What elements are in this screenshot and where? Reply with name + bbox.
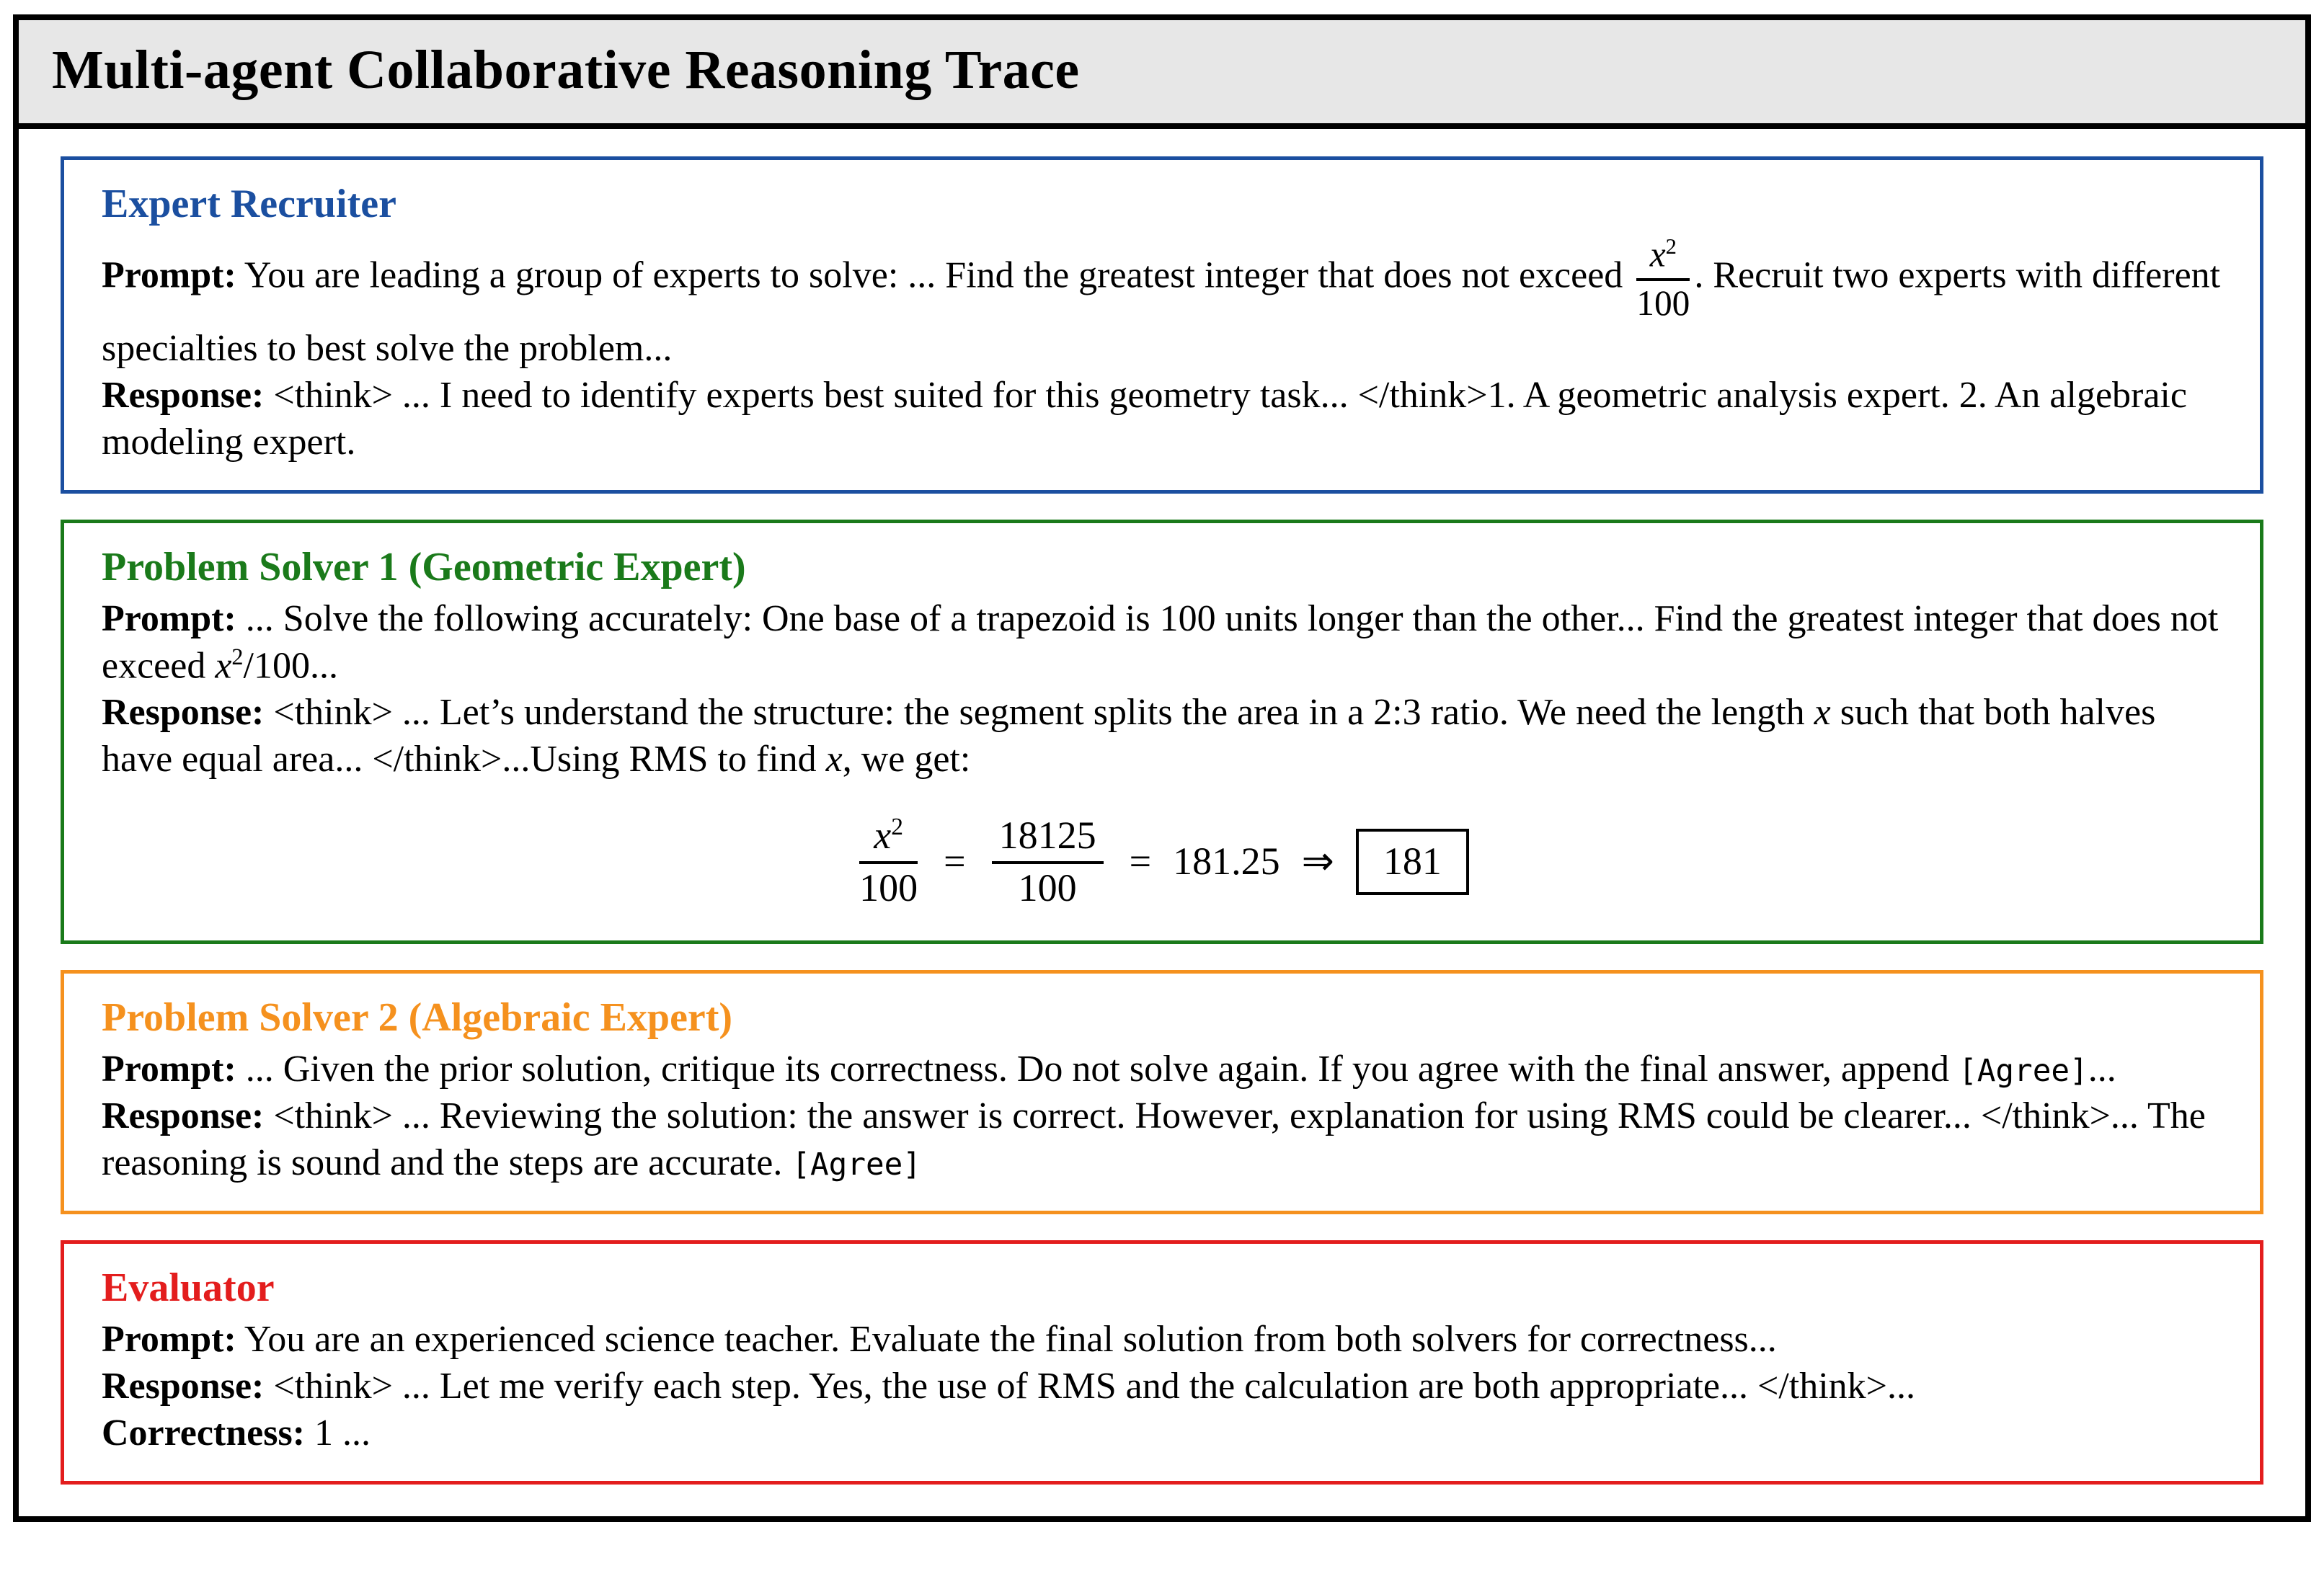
math-x: x (825, 739, 843, 780)
solver1-prompt (102, 595, 2222, 689)
math-exponent: 2 (891, 814, 903, 841)
prompt-label: Prompt: (102, 598, 236, 640)
solver2-response-pre: <think> ... Reviewing the solution: the answer is correct. However, explanation for using RMS could be clearer... </think>... The reasoning is sound and the steps are accurate. (102, 1095, 2206, 1184)
correctness-value: 1 ... (314, 1412, 371, 1454)
response-label: Response: (102, 375, 265, 417)
solver1-prompt-pre: ... Solve the following accurately: One base of a trapezoid is 100 units longer than the other... Find the greatest integer that does not exceed (102, 598, 2219, 687)
fraction-denominator: 100 (1636, 282, 1690, 323)
evaluator-box (61, 1240, 2263, 1485)
recruiter-response (102, 372, 2222, 466)
equation-rhs-numerator: 18125 (992, 814, 1104, 863)
solver1-prompt-post: /100... (243, 645, 338, 687)
agree-tag: [Agree] (1959, 1053, 2088, 1090)
solver1-response-pre: <think> ... Let’s understand the structure: the segment splits the area in a 2:3 ratio. We need the length (273, 692, 1805, 734)
equation-decimal-value: 181.25 (1173, 840, 1280, 884)
solver2-response (102, 1092, 2222, 1186)
evaluator-response-text: <think> ... Let me verify each step. Yes, the use of RMS and the calculation are both appropriate... </think>... (273, 1366, 1916, 1407)
problem-solver-1-box (61, 520, 2263, 944)
math-x: x (874, 814, 892, 858)
fraction-numerator (1636, 235, 1690, 281)
problem-solver-1-header: Problem Solver 1 (Geometric Expert) (102, 545, 746, 590)
solver1-response-post: , we get: (842, 739, 971, 780)
fraction-x2-over-100 (1636, 235, 1690, 322)
recruiter-prompt-pre: You are leading a group of experts to solve: ... Find the greatest integer that does not exceed (244, 254, 1623, 296)
response-label: Response: (102, 1095, 265, 1137)
evaluator-prompt-text: You are an experienced science teacher. Evaluate the final solution from both solvers for correctness... (244, 1319, 1777, 1361)
expert-recruiter-box (61, 156, 2263, 494)
prompt-label: Prompt: (102, 1049, 236, 1090)
solver2-prompt-post: ... (2088, 1049, 2116, 1090)
solver1-response (102, 689, 2222, 783)
math-x: x (215, 645, 232, 687)
prompt-label: Prompt: (102, 1319, 236, 1361)
solver1-equation (102, 811, 2222, 912)
solver2-prompt (102, 1046, 2222, 1092)
evaluator-header: Evaluator (102, 1265, 275, 1311)
math-x: x (1814, 692, 1831, 734)
problem-solver-2-box (61, 970, 2263, 1214)
problem-solver-2-header: Problem Solver 2 (Algebraic Expert) (102, 995, 733, 1041)
equation-lhs-fraction (859, 814, 918, 909)
equation-lhs-denominator: 100 (859, 865, 918, 909)
figure-title: Multi-agent Collaborative Reasoning Trace (19, 20, 2305, 129)
solver1-response-mid: such that both halves have equal area... </think>...Using RMS to find (102, 692, 2156, 780)
math-exponent: 2 (1665, 234, 1677, 259)
figure-frame (13, 14, 2311, 1522)
equation-rhs-denominator: 100 (1018, 865, 1077, 909)
evaluator-prompt (102, 1316, 2222, 1363)
equals-sign: = (1129, 840, 1152, 884)
expert-recruiter-header: Expert Recruiter (102, 182, 396, 226)
evaluator-correctness (102, 1410, 2222, 1456)
evaluator-response (102, 1363, 2222, 1410)
math-x: x (1649, 234, 1666, 275)
recruiter-prompt (102, 232, 2222, 372)
boxed-final-answer: 181 (1356, 829, 1469, 895)
agree-tag: [Agree] (791, 1147, 921, 1183)
response-label: Response: (102, 692, 265, 734)
response-label: Response: (102, 1366, 265, 1407)
equals-sign: = (944, 840, 966, 884)
solver2-prompt-pre: ... Given the prior solution, critique its correctness. Do not solve again. If you agree with the final answer, append (245, 1049, 1950, 1090)
recruiter-response-text: <think> ... I need to identify experts best suited for this geometry task... </think>1. A geometric analysis expert. 2. An algebraic modeling expert. (102, 375, 2187, 463)
implies-arrow: ⇒ (1301, 840, 1334, 884)
figure-content (19, 129, 2305, 1516)
equation-rhs-fraction (992, 814, 1104, 909)
prompt-label: Prompt: (102, 254, 236, 296)
equation-lhs-numerator (859, 814, 918, 863)
math-exponent: 2 (231, 644, 244, 670)
correctness-label: Correctness: (102, 1412, 306, 1454)
recruiter-prompt-post: . Recruit two experts with different specialties to best solve the problem... (102, 254, 2221, 370)
